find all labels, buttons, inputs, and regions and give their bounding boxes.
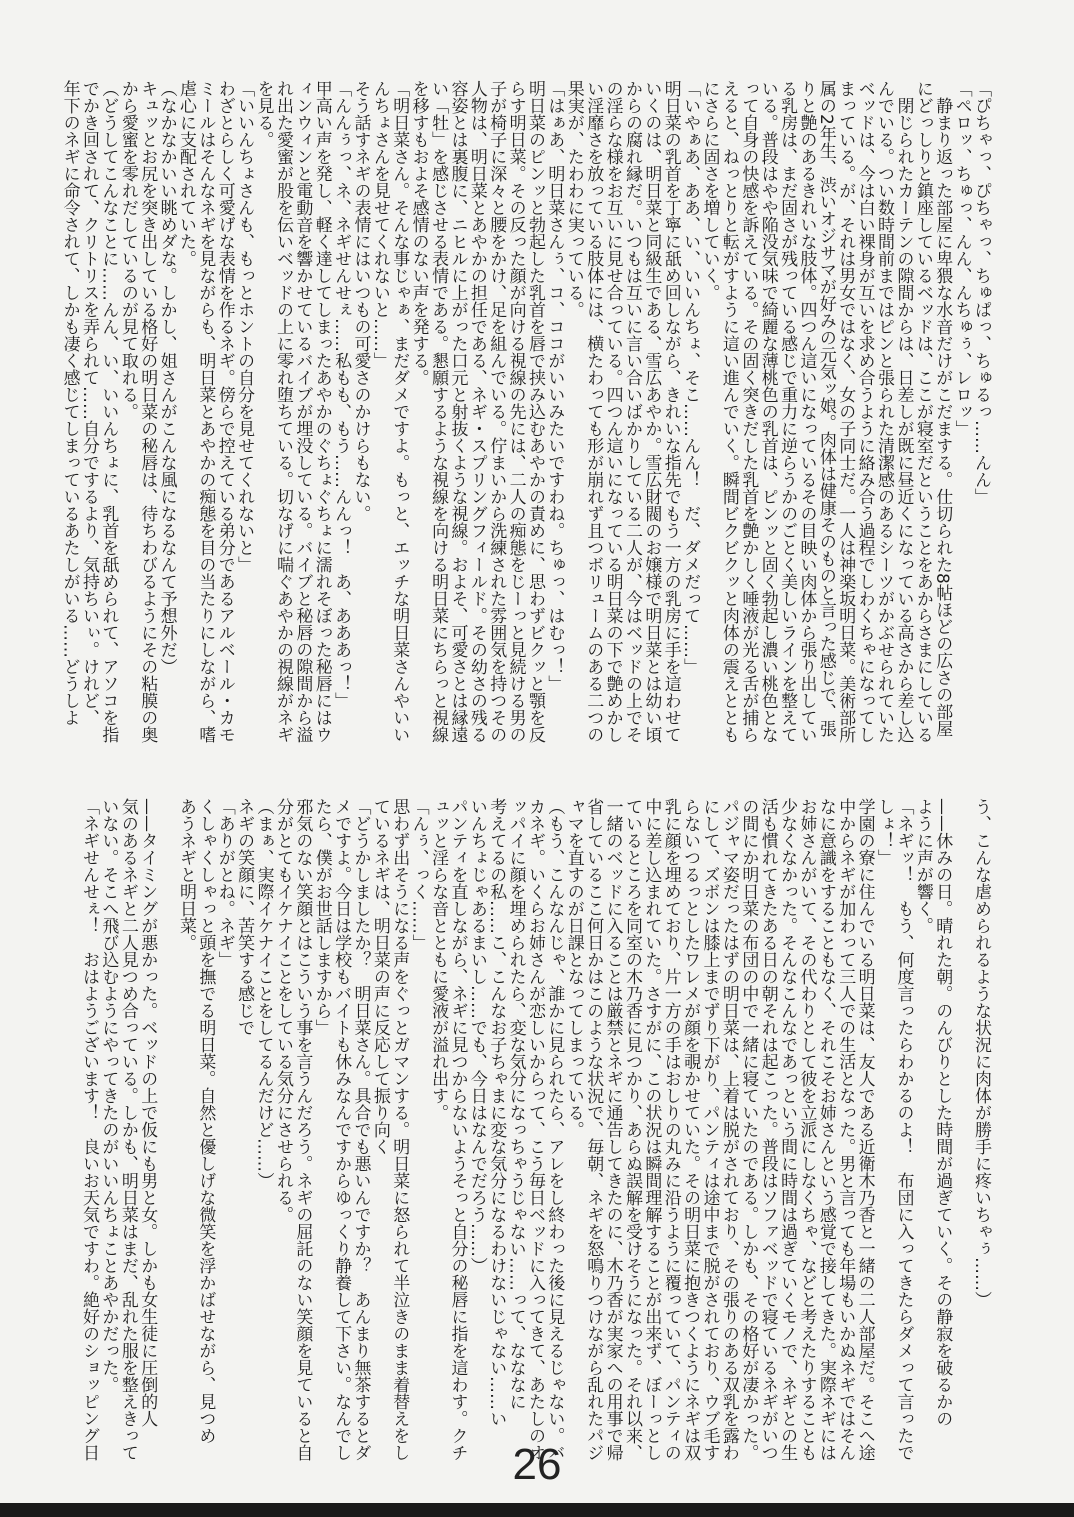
- text-line: 思わず出そうになる声をぐっとガマンする。明日菜に怒られて半泣きのまま着替えをし: [389, 798, 410, 1461]
- text-line: くしゃくしゃっと頭を撫でる明日菜。自然と優しげな微笑を浮かばせながら、見つめ: [195, 798, 216, 1444]
- text-line: ——休みの日。晴れた朝。のんびりとした時間が過ぎていく。その静寂を破るかの: [932, 798, 953, 1427]
- text-line: の淫らな様をお互いに見せ合っている。四つん這いになっている明日菜の下で艶めかし: [602, 80, 623, 743]
- text-line: 「明日菜さん。そんな事じゃぁ、まだダメですよ。もっと、エッチな明日菜さんやいい: [389, 80, 410, 743]
- text-line: 「いやぁあ、ああ、い、いいんちょ、そこ……んん！ だ、ダメだって……」: [680, 80, 701, 675]
- text-line: い「牡」を感じさせる表情である。懇願するような視線を向ける明日菜にちらっと視線: [428, 80, 449, 743]
- text-line: って自身の快感を訴えている。その固く突きだした乳首を艶かしく唾液が光る舌が捕ら: [738, 80, 759, 743]
- text-line: 「ありがとね。ネギ」: [214, 798, 235, 968]
- text-line: 「はぁあ、明日菜さんぅ、コ、ココがいいみたいですわね。ちゅっ、はむっ！」: [544, 80, 565, 692]
- text-line: ように声が響く。: [912, 798, 933, 934]
- text-line: ネギの笑顔に、苦笑する感じで: [234, 798, 255, 1036]
- text-line: いくのは、明日菜と同級生である、雪広あやか。雪広財閥のお嬢様で明日菜とは幼い頃: [641, 80, 662, 743]
- text-line: 一緒のベッドに入ることは厳禁とネギに通告してきたのに、木乃香が実家への用事で帰: [602, 798, 623, 1461]
- text-line: ているネギは、明日菜の声に反応して振り向く: [369, 798, 390, 1155]
- text-line: から愛蜜を零れだしているのが見て取れる。: [117, 80, 138, 420]
- text-line: い淫靡さを放っている肢体には、横たわっても形が崩れず且つボリュームのある二つの: [583, 80, 604, 743]
- text-line: カネギ。いくらお姉さんが恋しいからって、こう毎日ベッドに入ってきて、あたしのオ: [525, 798, 546, 1461]
- text-line: ュッと淫らな音とともに愛液が溢れ出す。: [428, 798, 449, 1121]
- text-line: メですよ。今日は学校もバイトも休みなんですからゆっくり静養して下さい。なんでし: [331, 798, 352, 1461]
- text-line: [156, 798, 175, 1418]
- text-line: お姉さんがいて、その代わりとして彼を立派にしなくちゃ、などと考えたりすることも: [796, 798, 817, 1461]
- text-line: 「ネギせんせぇ！ おはようございます！ 良いお天気ですわ。絶好のショッピング日: [79, 798, 100, 1461]
- text-line: ベッドは、今は白い裸身が互いを求め合うように絡み合う過程でしわくちゃになってし: [854, 80, 875, 743]
- text-line: を見る。: [253, 80, 274, 148]
- page-number: 26: [512, 1440, 562, 1489]
- scan-edge: [0, 1503, 1074, 1517]
- text-line: （どうしてこんなことに……んん、い、いいんちょに、乳首を舐められて、アソコを指: [98, 80, 119, 743]
- text-line: （まぁ、実際イケナイことをしてるんだけど……）: [253, 798, 274, 1189]
- text-line: る乳房は、まだ固さが残っている感じで重力に逆らうかのごとく美しいラインを整えて: [777, 80, 798, 743]
- text-line: 省しているここ何日かはこのような状況で、毎朝、ネギを怒鳴りつけながら乱れたパジ: [583, 798, 604, 1461]
- text-line: 「ペロッ、ちゅっ、んん、んちゅぅ、レロッ」: [951, 80, 972, 437]
- text-line: 「ネギッ！ もう、何度言ったらわかるのよ！ 布団に入ってきたらダメって言ったで: [893, 798, 914, 1461]
- text-line: 中に差し込まれていた。さすがに、この状況は瞬間理解することが出来ず、ぼーっとし: [641, 798, 662, 1461]
- text-line: （もう、こんなんじゃ、誰かに見られたら、アレをし終わった後に見えるじゃない。バ: [544, 798, 565, 1461]
- text-line: わざとらしく可愛げな表情を作るネギ。傍らで控えている弟分であるアルベール・カモ: [214, 80, 235, 743]
- text-line: （なかなかいい眺めダな。しかし、姐さんがこんな風になるなんて予想外だ）: [156, 80, 177, 675]
- text-line: れ出た愛蜜が股を伝いベッドの上に零れ堕ちている。切なげに喘ぐあやかの視線がネギ: [272, 80, 293, 743]
- text-line: ているところを同室の木乃香に見つかり、あらぬ誤解を受けそうになった。それ以来、: [621, 798, 642, 1461]
- text-line: 「どうかしましたか？ 明日菜さん。具合でも悪いんですか？ あんまり無茶するとダ: [350, 798, 371, 1461]
- text-line: の間にか明日菜の布団の中で一緒に寝ていたのである。しかも、その格好が凄かった。: [738, 798, 759, 1461]
- text-line: いる。普段はやや陥没気味で綺麗な薄桃色の乳首は、ピンッと固く勃起し濃い桃色とな: [757, 80, 778, 743]
- text-line: う、こんな虐められるような状況に肉体が勝手に疼いちゃぅ……）: [971, 798, 991, 1308]
- text-line: 邪気のない笑顔とはこういう事を言うんだろう。ネギの屈託のない笑顔を見ていると自: [292, 798, 313, 1461]
- text-line: キュッとお尻を突き出している格好の明日菜の秘唇は、待ちわびるようにその粘膜の奥: [137, 80, 158, 743]
- text-line: なに意識をすることもなく、それこそお姉さんという感覚で接してきた。実際ネギには: [815, 798, 836, 1461]
- text-line: まっている。が、それは男女ではなく、女の子同士だ。一人は神楽坂明日菜。美術部所: [835, 80, 856, 743]
- text-line: そう話すネギの表情にはいつもの可愛さのかけらもない。: [350, 80, 371, 522]
- text-line: 虐心に支配されていた。: [175, 80, 196, 267]
- text-line: 中からネギが加わって三人での生活となった。男と言っても年場もいかぬネギではそん: [835, 798, 856, 1461]
- text-line: 果実が、たわわに実っている。: [563, 80, 584, 318]
- text-line: ッパイに顔を埋められたら、変な気分になっちゃうじゃない……って、なななに: [505, 798, 526, 1410]
- text-line: たら、僕がお世話しますから」: [311, 798, 332, 1036]
- text-line: いんちょじゃあるまいし……でも、今日はなんでだろう……）: [466, 798, 487, 1274]
- text-line: ャマを直すのが日課となってしまっている。: [563, 798, 584, 1138]
- text-line: あうネギと明日菜。: [175, 798, 196, 951]
- text-line: ィンウィンと電動音を響かせているバイブが埋没している。バイブと秘唇の隙間から溢: [292, 80, 313, 743]
- text-line: 容姿とは裏腹に、ニヒルに上がった口元と射抜くような視線。およそ、可愛さとは縁遠: [447, 80, 468, 743]
- text-line: えると、ねっとりと転がすように這い進んでいく。瞬間ビクビクッと肉体の震えととも: [718, 80, 739, 743]
- text-line: ——タイミングが悪かった。ベッドの上で仮にも男と女。しかも女生徒に圧倒的人: [137, 798, 158, 1427]
- text-line: 考えてるの私……こ、こんなお子ちゃまに変な気分になるわけないじゃない……い: [486, 798, 507, 1427]
- text-block-lower: [79, 798, 991, 1461]
- text-line: らす明日菜。その反った顔が向ける視線の先には、二人の痴態をじーっと見続ける男の: [505, 80, 526, 743]
- text-line: 「ぴちゃっ、ぴちゃっ、ちゅぱっ、ちゅるっ……んん」: [971, 80, 991, 505]
- text-line: しょ！」: [874, 798, 895, 866]
- text-line: 子が椅子に深々と腰をかけ、足を組んでいる。佇まいから洗練された雰囲気を持つその: [486, 80, 507, 743]
- text-line: ミールはそんなネギを見ながらも、明日菜とあやかの痴態を目の当たりにしながら、嗜: [195, 80, 216, 743]
- text-line: 乳に顔を埋めており、片一方の手はおしりの丸みに沿うように覆っていて、パンティの: [660, 798, 681, 1461]
- text-line: んちょさんを見せてくれないと……」: [369, 80, 390, 369]
- text-line: 分がとてもイケナイことをしている気分にさせられる。: [272, 798, 293, 1223]
- text-line: でかき回されて、クリトリスを弄られて……自分でするより、気持ちいぃ。けれど、: [79, 80, 100, 726]
- text-line: 甲高い声を発し、軽く達してしまったあやかのぐちょぐちょに濡れそぼった秘唇にはウ: [311, 80, 332, 743]
- text-line: 学園の寮に住んでいる明日菜は、友人である近衛木乃香と一緒の二人部屋だ。そこへ途: [854, 798, 875, 1461]
- text-line: いない。そこへ飛び込むようにやってきたのがいいんちょことあやかだった。: [98, 798, 119, 1393]
- text-line: 閉じられたカーテンの隙間からは、日差しが既に昼近くになっている高さから差し込: [893, 80, 914, 743]
- text-line: りと艶のあるきれいな肢体。四つん這いになっているその目映い肉体から張り出してい: [796, 80, 817, 743]
- text-line: にさらに固さを増していく。: [699, 80, 720, 301]
- text-line: 静まり返った部屋に卑猥な水音だけがこだまする。仕切られた8帖ほどの広さの部屋: [932, 80, 953, 737]
- text-line: んでいる。つい数時間前まではピンと張られた清潔感のあるシーツがかぶせられていた: [874, 80, 895, 743]
- text-line: からの腐れ縁だ。いつもは互いに言い合いばかりしている二人が、今はベッドの上でそ: [621, 80, 642, 743]
- text-line: らないつるっとしたワレメが顔を覗かせていた。その明日菜に抱きつくようにネギは双: [680, 798, 701, 1461]
- text-line: 「んぅ、っく……」: [408, 798, 429, 951]
- text-line: 少なくなかった。そんなこんなであっという間に時間は過ぎていくモノで、ネギとの生: [777, 798, 798, 1461]
- text-line: パンティを直しながら、ネギに見つからないようそっと自分の秘唇に指を這わす。クチ: [447, 798, 468, 1461]
- text-line: [951, 798, 970, 1418]
- text-line: 明日菜の乳首を丁寧に舐め回しながら、きれいな指先でもう一方の乳房に手を這わせて: [660, 80, 681, 743]
- text-line: 属の2年生、渋いオジサマが好みの元気ッ娘。肉体は健康そのものと言った感じで、張: [815, 80, 836, 737]
- text-line: を移すもおよそ感情のない声を発する。: [408, 80, 429, 386]
- text-line: 人物は、明日菜とあやかの担任である、ネギ・スプリングフィールド。その幼さの残る: [466, 80, 487, 743]
- text-line: 「いいんちょさんも、もっとホントの自分を見せてくれないと」: [234, 80, 255, 573]
- text-line: にどっしりと鎮座しているベッドは、ここが寝室だということをあからさまにしている: [912, 80, 933, 743]
- text-line: にして、ズボンは膝上までずり下がり、パンティは途中まで脱がされており、ウブ毛す: [699, 798, 720, 1461]
- text-block-upper: [59, 80, 991, 743]
- text-line: 年下のネギに命令されて、しかも凄く感じてしまっているあたしがいる……どうしよ: [59, 80, 80, 726]
- text-line: 明日菜のピンッと勃起した乳首を唇で挟み込むあやかの責めに、思わずビクッと顎を反: [525, 80, 546, 743]
- text-line: 気のあるネギと二人見つめ合っている。しかも、明日菜はまだ、乱れた服を整えきって: [117, 798, 138, 1461]
- text-line: パジャマ姿だったはずの明日菜は、上着は脱がされており、その張りのある双乳を露わ: [718, 798, 739, 1461]
- text-line: 活も慣れてきたある日の朝それは起こった。普段はソファベッドで寝ているネギがいつ: [757, 798, 778, 1461]
- text-line: 「んんぅっ、ネ、ネギせんせぇ……私もも、もう……んんっ！ あ、あああっ！」: [331, 80, 352, 709]
